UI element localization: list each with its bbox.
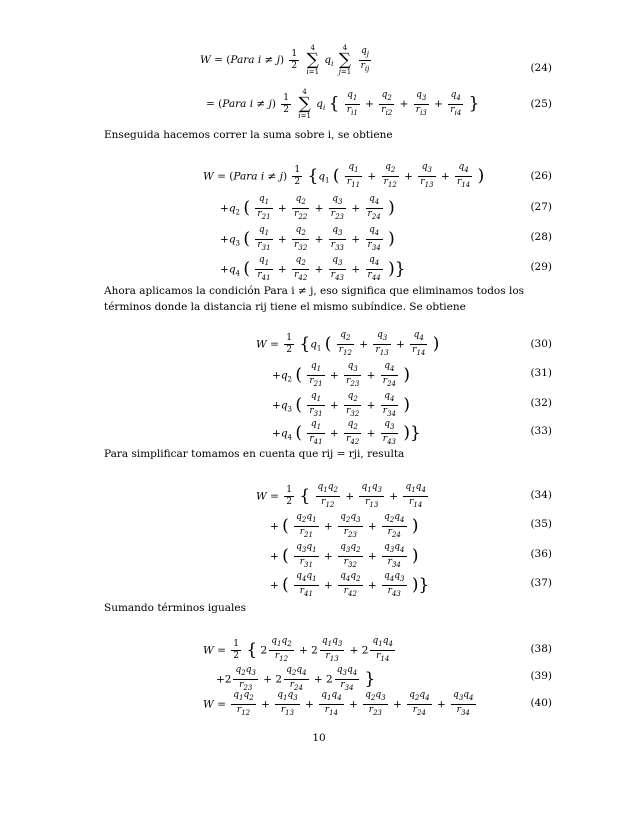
equation-number-25: (25) (530, 98, 552, 110)
equation-number-32: (32) (530, 397, 552, 409)
equation-25: = (Para i ≠ j) $\frac{1}{2}$ 4 ∑ i=1 $q_i$ { $\frac{q_1}{r_{i1}}$ + $\frac{q_2}{r_{i2}}$ + $\frac{q_3}{r_{i3}}$ + $\frac{q_4}{r_{i4}}$ } (206, 88, 480, 120)
equation-38: W = $\frac{1}{2}$ { 2 $\frac{q_1q_2}{r_{12}}$ + 2 $\frac{q_1q_3}{r_{13}}$ + 2 $\frac{q_1q_4}{r_{14}}$ (203, 636, 393, 663)
equation-39: +2 $\frac{q_2q_3}{r_{23}}$ + 2 $\frac{q_2q_4}{r_{24}}$ + 2 $\frac{q_3q_4}{r_{34}}$ } (216, 665, 376, 692)
equation-number-24: (24) (530, 62, 552, 74)
equation-35: + ( $\frac{q_2q_1}{r_{21}}$ + $\frac{q_2q_3}{r_{23}}$ + $\frac{q_2q_4}{r_{24}}$ ) (270, 512, 419, 539)
equation-37: + ( $\frac{q_4q_1}{r_{41}}$ + $\frac{q_4q_2}{r_{42}}$ + $\frac{q_4q_3}{r_{43}}$ )} (270, 571, 430, 598)
equation-28: $+q_3$ ( $\frac{q_1}{r_{31}}$ + $\frac{q_2}{r_{32}}$ + $\frac{q_3}{r_{33}}$ + $\frac{q_4}{r_{34}}$ ) (220, 225, 395, 252)
paragraph-4: Sumando términos iguales (104, 602, 246, 614)
equation-number-34: (34) (530, 489, 552, 501)
equation-34: W = $\frac{1}{2}$ { $\frac{q_1q_2}{r_{12}}$ + $\frac{q_1q_3}{r_{13}}$ + $\frac{q_1q_4}{r_{14}}$ (256, 482, 426, 509)
equation-36: + ( $\frac{q_3q_1}{r_{31}}$ + $\frac{q_3q_2}{r_{32}}$ + $\frac{q_3q_4}{r_{34}}$ ) (270, 542, 419, 569)
equation-number-37: (37) (530, 577, 552, 589)
equation-number-31: (31) (530, 367, 552, 379)
equation-32: $+q_3$ ( $\frac{q_1}{r_{31}}$ + $\frac{q_2}{r_{32}}$ + $\frac{q_4}{r_{34}}$ ) (272, 391, 410, 418)
equation-number-40: (40) (530, 697, 552, 709)
equation-number-26: (26) (530, 170, 552, 182)
equation-26: W = (Para i ≠ j) $\frac{1}{2}$ {$q_1$ ( $\frac{q_1}{r_{11}}$ + $\frac{q_2}{r_{12}}$ + $\frac{q_3}{r_{13}}$ + $\frac{q_4}{r_{14}}$ ) (203, 162, 485, 189)
equation-number-36: (36) (530, 548, 552, 560)
equation-number-33: (33) (530, 425, 552, 437)
equation-30: W = $\frac{1}{2}$ {$q_1$ ( $\frac{q_2}{r_{12}}$ + $\frac{q_3}{r_{13}}$ + $\frac{q_4}{r_{14}}$ ) (256, 330, 440, 357)
equation-33: $+q_4$ ( $\frac{q_1}{r_{41}}$ + $\frac{q_2}{r_{42}}$ + $\frac{q_3}{r_{43}}$ )} (272, 419, 421, 446)
equation-31: $+q_2$ ( $\frac{q_1}{r_{21}}$ + $\frac{q_3}{r_{23}}$ + $\frac{q_4}{r_{24}}$ ) (272, 361, 410, 388)
equation-number-39: (39) (530, 670, 552, 682)
equation-number-38: (38) (530, 643, 552, 655)
equation-number-30: (30) (530, 338, 552, 350)
equation-24: W = (Para i ≠ j) $\frac{1}{2}$ 4 ∑ i=1 $q_i$ 4 ∑ j=1 $\frac{q_j}{r_{ij}}$ (200, 44, 370, 76)
paragraph-3: Para simplificar tomamos en cuenta que rij = rji, resulta (104, 448, 405, 460)
equation-number-29: (29) (530, 261, 552, 273)
equation-40: W = $\frac{q_1q_2}{r_{12}}$ + $\frac{q_1q_3}{r_{13}}$ + $\frac{q_1q_4}{r_{14}}$ + $\frac{q_2q_3}{r_{23}}$ + $\frac{q_2q_4}{r_{24}}$ + $\frac{q_3q_4}{r_{34}}$ (203, 690, 474, 717)
equation-number-27: (27) (530, 201, 552, 213)
paragraph-2: Ahora aplicamos la condición Para i ≠ j, eso significa que eliminamos todos los términos donde la distancia rij tiene el mismo subíndice. Se obtiene (104, 285, 525, 313)
equation-27: $+q_2$ ( $\frac{q_1}{r_{21}}$ + $\frac{q_2}{r_{22}}$ + $\frac{q_3}{r_{23}}$ + $\frac{q_4}{r_{24}}$ ) (220, 194, 395, 221)
equation-29: $+q_4$ ( $\frac{q_1}{r_{41}}$ + $\frac{q_2}{r_{42}}$ + $\frac{q_3}{r_{43}}$ + $\frac{q_4}{r_{44}}$ )} (220, 255, 406, 282)
page-number: 10 (312, 732, 326, 744)
paragraph-1: Enseguida hacemos correr la suma sobre i, se obtiene (104, 129, 393, 141)
equation-number-35: (35) (530, 518, 552, 530)
equation-number-28: (28) (530, 231, 552, 243)
